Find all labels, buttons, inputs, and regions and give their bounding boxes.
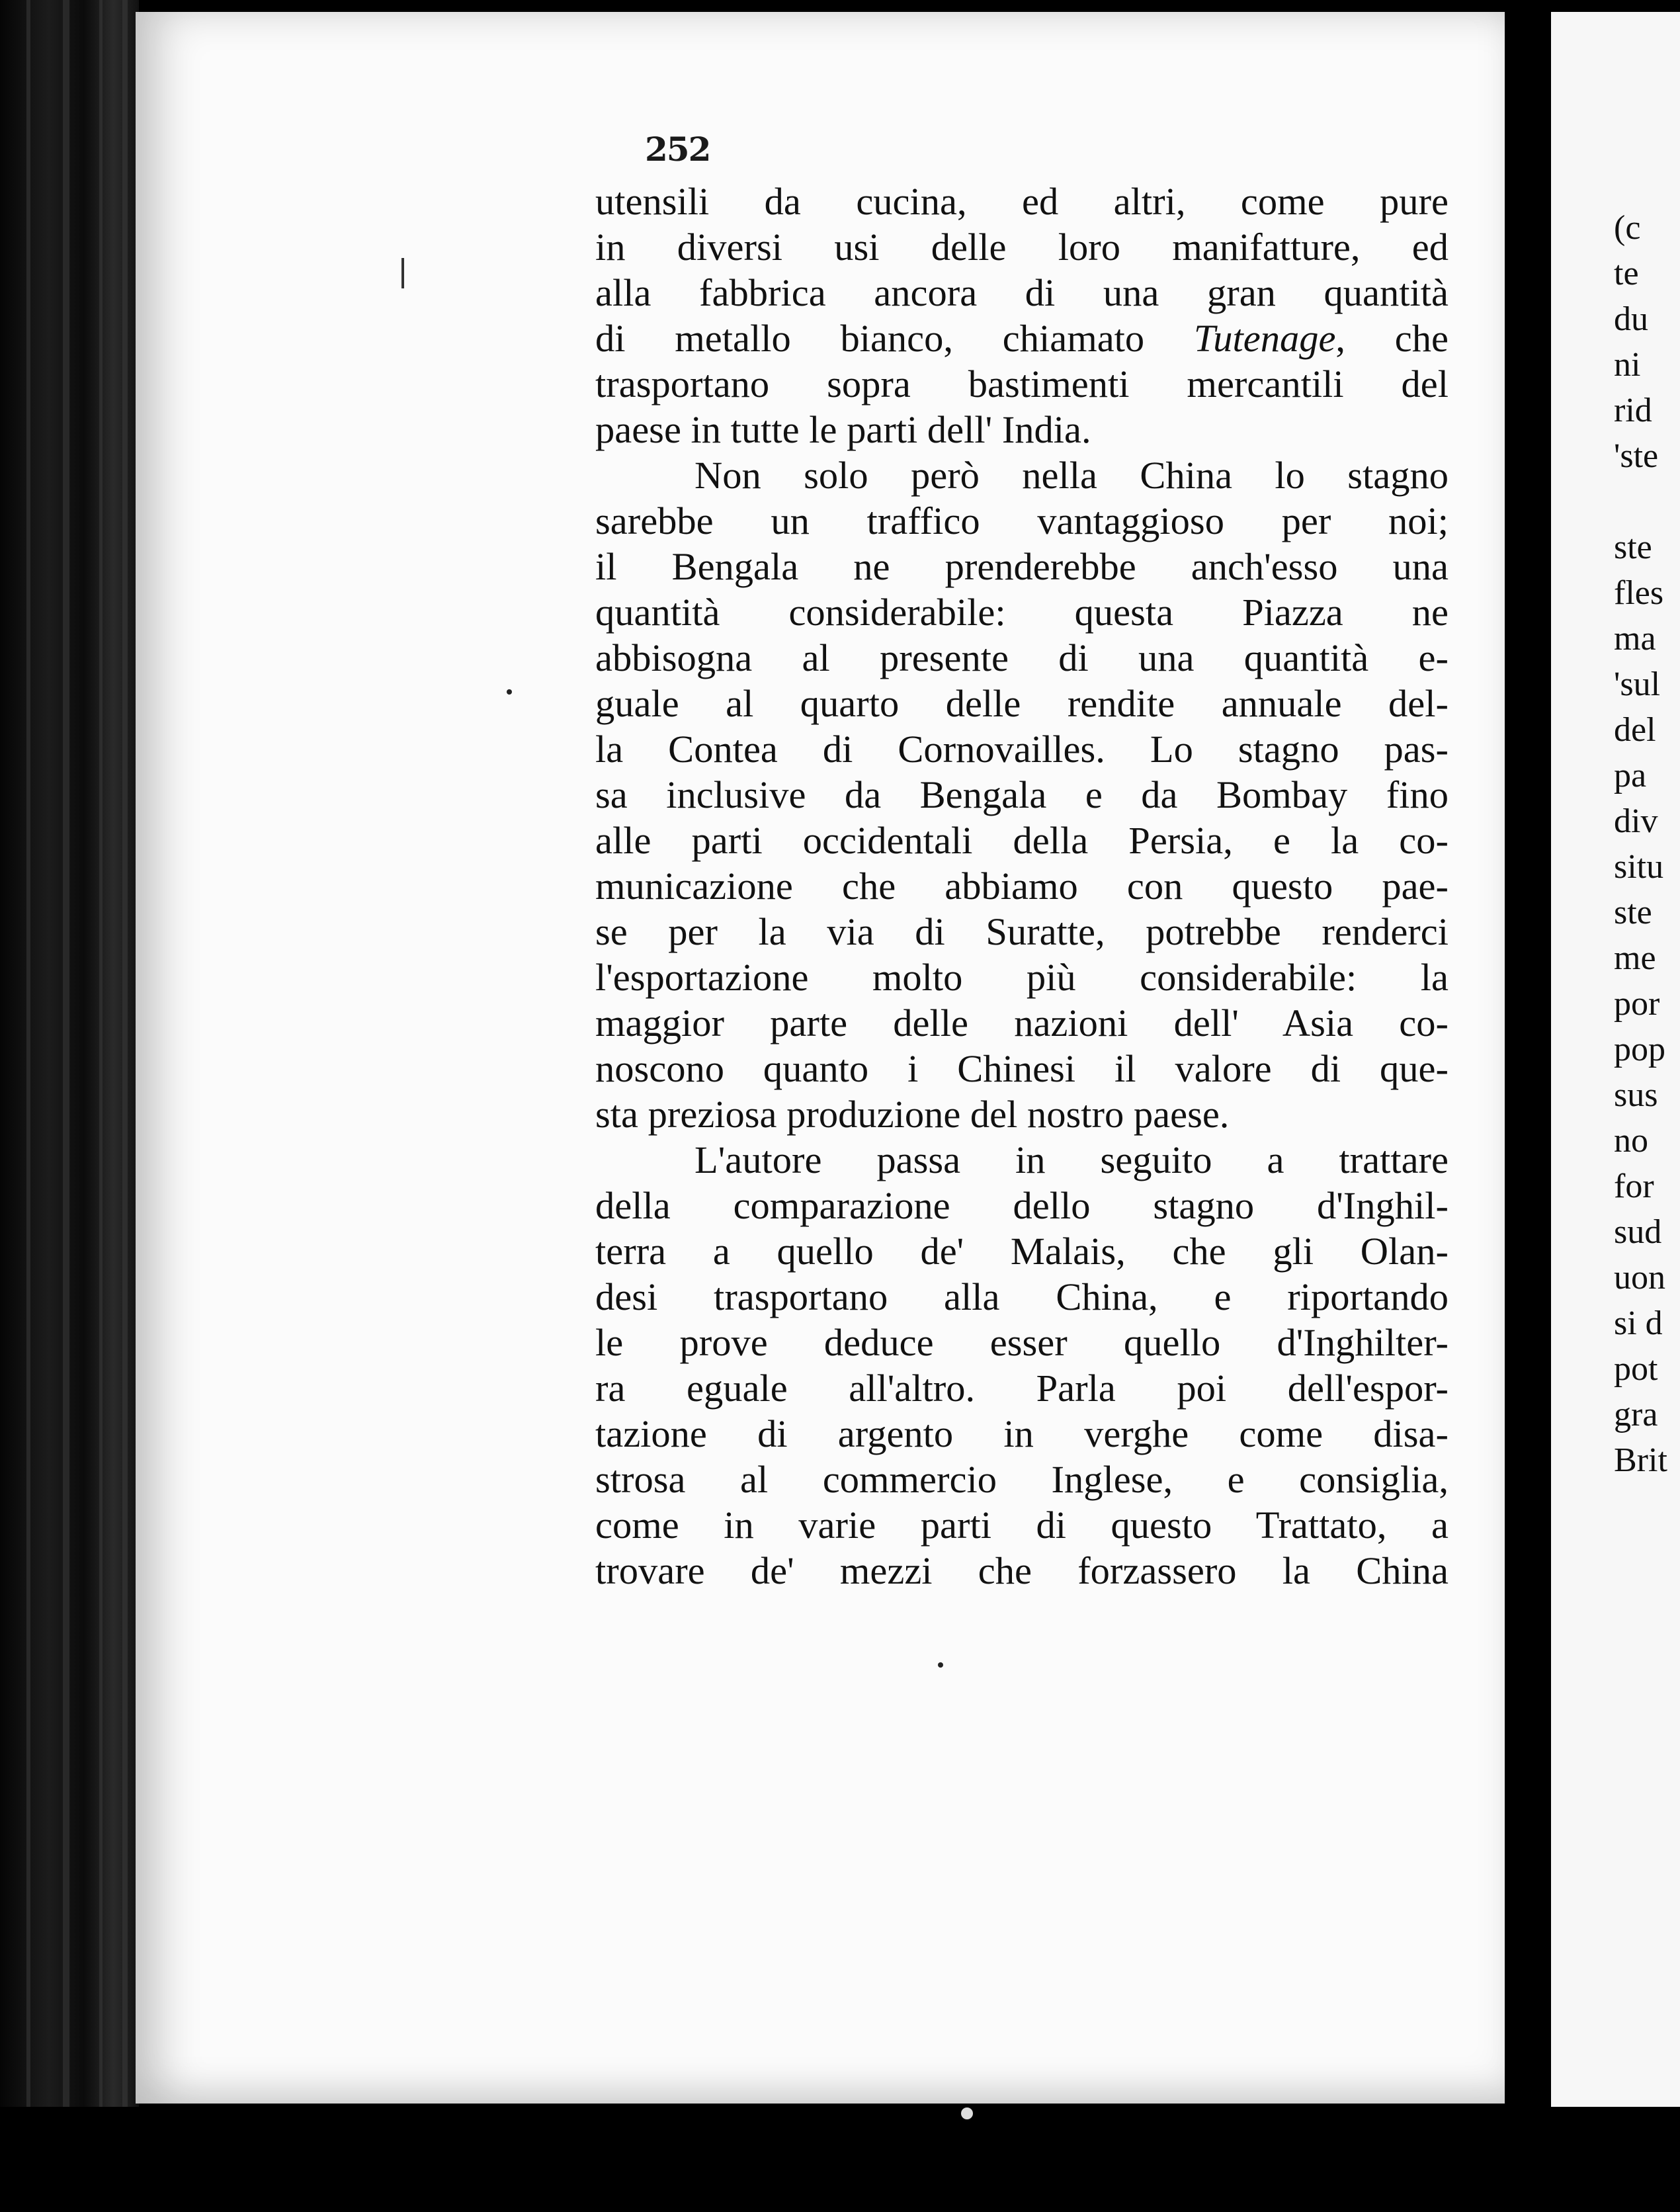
text-fragment: div [1614,802,1658,840]
text-line: Non solo però nella China lo stagno [694,454,1449,497]
spine-streak [63,0,69,2212]
text-fragment: (c [1614,209,1641,247]
ink-speck [938,1662,943,1668]
text-fragment: ste [1614,894,1652,931]
text-line: trasportano sopra bastimenti mercantili del [595,362,1449,405]
text-line: abbisogna al presente di una quantità e- [595,636,1449,679]
text-line: maggior parte delle nazioni dell' Asia co- [595,1001,1449,1044]
text-fragment: pot [1614,1350,1658,1388]
right-page-partial-text [1614,205,1667,1483]
text-line: guale al quarto delle rendite annuale del- [595,682,1449,725]
text-line: quantità considerabile: questa Piazza ne [595,591,1449,634]
text-line: le prove deduce esser quello d'Inghilter- [595,1321,1449,1364]
page-gutter [1505,0,1551,2212]
text-line: paese in tutte le parti dell' India. [595,408,1091,451]
text-fragment: si d [1614,1304,1663,1342]
text-fragment: por [1614,985,1660,1023]
page-number: 252 [645,130,710,169]
text-line: utensili da cucina, ed altri, come pure [595,180,1449,223]
text-fragment: sud [1614,1213,1662,1251]
text-line: alla fabbrica ancora di una gran quantità [595,271,1449,314]
text-fragment: 'ste [1614,437,1659,475]
ink-speck [961,2107,973,2119]
text-fragment: ma [1614,620,1656,658]
text-line: la Contea di Cornovailles. Lo stagno pas- [595,728,1449,771]
text-fragment: no [1614,1122,1648,1160]
text-fragment: 'sul [1614,665,1661,703]
text-line: alle parti occidentali della Persia, e la co- [595,819,1449,862]
ink-speck [507,689,512,695]
text-line: l'esportazione molto più considerabile: la [595,956,1449,999]
text-line: sarebbe un traffico vantaggioso per noi; [595,499,1449,542]
text-line: desi trasportano alla China, e riportando [595,1275,1449,1318]
text-line: sta preziosa produzione del nostro paese. [595,1093,1230,1136]
text-line: sa inclusive da Bengala e da Bombay fino [595,773,1449,816]
text-fragment: situ [1614,848,1664,886]
text-line: terra a quello de' Malais, che gli Olan- [595,1230,1449,1273]
text-fragment: sus [1614,1076,1658,1114]
text-line: di metallo bianco, chiamato Tutenage, che [595,317,1449,360]
text-fragment: rid [1614,392,1652,429]
text-line: come in varie parti di questo Trattato, a [595,1504,1449,1547]
text-fragment: du [1614,300,1648,338]
text-fragment: for [1614,1168,1654,1205]
text-line: in diversi usi delle loro manifatture, ed [595,226,1449,269]
text-line: noscono quanto i Chinesi il valore di que- [595,1047,1449,1090]
text-fragment: gra [1614,1396,1658,1433]
italic-term: Tutenage [1193,317,1336,360]
text-fragment: te [1614,255,1639,292]
text-line: strosa al commercio Inglese, e consiglia, [595,1458,1449,1501]
text-fragment: fles [1614,574,1664,612]
text-fragment: pop [1614,1031,1665,1068]
book-spine [0,0,139,2212]
spine-streak [122,0,128,2212]
text-fragment: ni [1614,346,1641,384]
text-fragment: ste [1614,529,1652,566]
text-line: tazione di argento in verghe come disa- [595,1412,1449,1455]
text-line: L'autore passa in seguito a trattare [694,1138,1449,1181]
text-fragment: uon [1614,1259,1665,1297]
margin-mark [401,258,404,288]
text-line: il Bengala ne prenderebbe anch'esso una [595,545,1449,588]
text-fragment: pa [1614,757,1647,794]
spine-streak [26,0,30,2212]
text-fragment: me [1614,939,1656,977]
text-line: trovare de' mezzi che forzassero la China [595,1549,1449,1592]
text-line: ra eguale all'altro. Parla poi dell'espor- [595,1367,1449,1410]
text-fragment: Brit [1614,1441,1667,1479]
scan-bottom-border [0,2107,1680,2212]
spine-streak [99,0,103,2212]
left-page-body-text [595,179,1449,1594]
text-line: municazione che abbiamo con questo pae- [595,865,1449,908]
text-fragment: del [1614,711,1656,749]
text-line: se per la via di Suratte, potrebbe renderci [595,910,1449,953]
text-line: della comparazione dello stagno d'Inghil- [595,1184,1449,1227]
